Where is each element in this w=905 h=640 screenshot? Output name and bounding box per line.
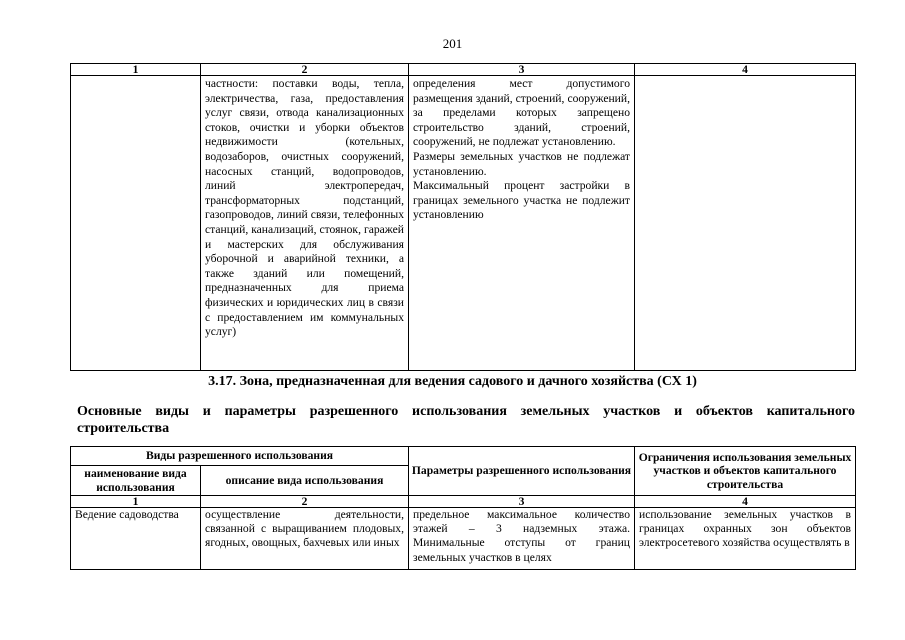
limits-cell: использование земельных участков в границах охранных зон объектов электросетевого хозяйства осуществлять в	[635, 508, 856, 570]
parameters-cell	[409, 76, 635, 371]
header-row	[71, 447, 856, 466]
continuation-table	[70, 63, 856, 371]
zone-usage-table	[70, 446, 856, 570]
parameters-paragraph: Максимальный процент застройки в границах земельного участка не подлежит установлению	[413, 179, 630, 222]
limits-cell	[635, 76, 856, 371]
table-row	[71, 76, 856, 371]
header-limits: Ограничения использования земельных участков и объектов капитального строительства	[635, 447, 856, 496]
column-number: 2	[201, 64, 409, 76]
column-number: 4	[635, 496, 856, 508]
use-name-cell: Ведение садоводства	[71, 508, 201, 570]
section-title: 3.17. Зона, предназначенная для ведения садового и дачного хозяйства (СХ 1)	[208, 374, 697, 389]
use-description-cell: частности: поставки воды, тепла, электричества, газа, предоставления услуг связи, отвода канализационных стоков, очистки и уборки объектов недвижимости (котельных, водозаборов, очистных сооружений, насосных станций, водопроводов, линий электропередач, трансформаторных подстанций, газопроводов, линий связи, телефонных станций, канализаций, стоянок, гаражей и мастерских для обслуживания уборочной и аварийной техники, а также зданий или помещений, предназначенных для приема физических и юридических лиц в связи с предоставлением им коммунальных услуг)	[201, 76, 409, 371]
column-number: 1	[71, 64, 201, 76]
column-number: 2	[201, 496, 409, 508]
section-subtitle: Основные виды и параметры разрешенного использования земельных участков и объектов капитального строительства	[77, 404, 855, 436]
header-use-name: наименование вида использования	[71, 466, 201, 496]
page-number: 201	[442, 36, 463, 51]
parameters-paragraph: Размеры земельных участков не подлежат установлению.	[413, 149, 630, 178]
parameters-cell: предельное максимальное количество этажей – 3 надземных этажа. Минимальные отступы от границ земельных участков в целях	[409, 508, 635, 570]
header-use-description: описание вида использования	[201, 466, 409, 496]
use-name-cell	[71, 76, 201, 371]
column-number: 3	[409, 64, 635, 76]
table-row	[71, 508, 856, 570]
column-number: 3	[409, 496, 635, 508]
column-number-row	[71, 496, 856, 508]
use-description-cell: осуществление деятельности, связанной с выращиванием плодовых, ягодных, овощных, бахчевых или иных	[201, 508, 409, 570]
column-number-row	[71, 64, 856, 76]
column-number: 1	[71, 496, 201, 508]
column-number: 4	[635, 64, 856, 76]
header-parameters: Параметры разрешенного использования	[409, 447, 635, 496]
header-usage-types: Виды разрешенного использования	[71, 447, 409, 466]
parameters-paragraph: определения мест допустимого размещения зданий, строений, сооружений, за пределами которых запрещено строительство зданий, строений, сооружений, не подлежат установлению.	[413, 77, 630, 149]
